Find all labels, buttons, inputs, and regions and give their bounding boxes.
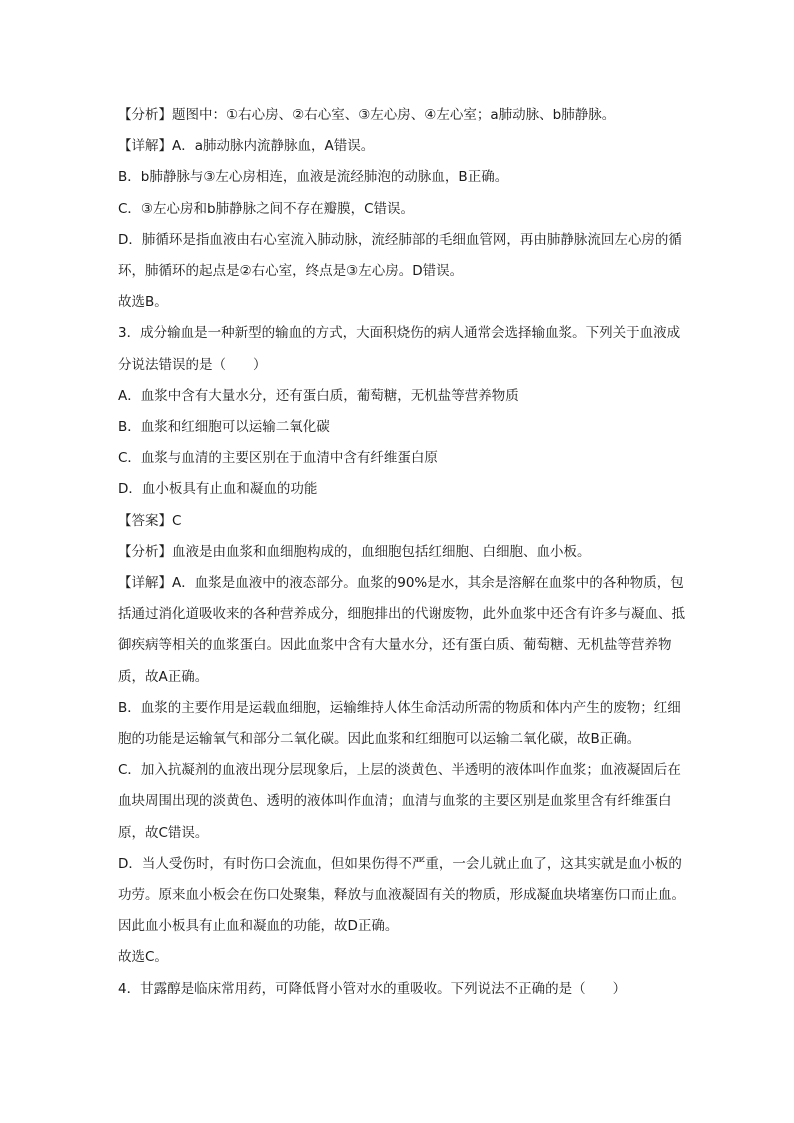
question-3-answer: 【答案】C xyxy=(118,512,182,529)
question-3-detail-d: D．当人受伤时，有时伤口会流血，但如果伤得不严重，一会儿就止血了，这其实就是血小板的功劳。原来血小板会在伤口处聚集，释放与血液凝固有关的物质，形成凝血块堵塞伤口而止血。因此血小板具有止血和凝血的功能，故D正确。 xyxy=(118,855,685,935)
detail-option-d-q2: D．肺循环是指血液由右心室流入肺动脉，流经肺部的毛细血管网，再由肺静脉流回左心房的循环，肺循环的起点是②右心室，终点是③左心房。D错误。 xyxy=(118,231,682,280)
question-3-analysis: 【分析】血液是由血浆和血细胞构成的，血细胞包括红细胞、白细胞、血小板。 xyxy=(118,543,591,560)
detail-option-c-q2: C．③左心房和b肺静脉之间不存在瓣膜，C错误。 xyxy=(118,200,415,217)
question-3-option-a: A．血浆中含有大量水分，还有蛋白质，葡萄糖，无机盐等营养物质 xyxy=(118,387,519,404)
page-content xyxy=(118,100,688,1005)
question-4-stem: 4．甘露醇是临床常用药，可降低肾小管对水的重吸收。下列说法不正确的是（ ） xyxy=(118,980,627,997)
question-3-stem: 3．成分输血是一种新型的输血的方式，大面积烧伤的病人通常会选择输血浆。下列关于血液成分说法错误的是（ ） xyxy=(118,325,681,373)
question-3-detail-a: 【详解】A．血浆是血液中的液态部分。血浆的90%是水，其余是溶解在血浆中的各种物质，包括通过消化道吸收来的各种营养成分，细胞排出的代谢废物，此外血浆中还含有许多与凝血、抵御疾病等相关的血浆蛋白。因此血浆中含有大量水分，还有蛋白质、葡萄糖、无机盐等营养物质，故A正确。 xyxy=(118,575,685,685)
question-3-detail-b: B．血浆的主要作用是运载血细胞，运输维持人体生命活动所需的物质和体内产生的废物；红细胞的功能是运输氧气和部分二氧化碳。因此血浆和红细胞可以运输二氧化碳，故B正确。 xyxy=(118,699,681,748)
question-3-option-d: D．血小板具有止血和凝血的功能 xyxy=(118,481,318,498)
question-3-option-c: C．血浆与血清的主要区别在于血清中含有纤维蛋白原 xyxy=(118,450,438,467)
analysis-paragraph-q2: 【分析】题图中：①右心房、②右心室、③左心房、④左心室；a肺动脉、b肺静脉。 xyxy=(118,107,616,123)
question-3-detail-c: C．加入抗凝剂的血液出现分层现象后，上层的淡黄色、半透明的液体叫作血浆；血液凝固后在血块周围出现的淡黄色、透明的液体叫作血清；血清与血浆的主要区别是血浆里含有纤维蛋白原，故C错误。 xyxy=(118,762,681,841)
question-3-choice: 故选C。 xyxy=(118,949,168,966)
question-3-option-b: B．血浆和红细胞可以运输二氧化碳 xyxy=(118,419,330,436)
detail-option-b-q2: B．b肺静脉与③左心房相连，血液是流经肺泡的动脉血，B正确。 xyxy=(118,169,509,186)
answer-choice-q2: 故选B。 xyxy=(118,294,168,311)
detail-option-a-q2: 【详解】A．a肺动脉内流静脉血，A错误。 xyxy=(118,138,375,155)
